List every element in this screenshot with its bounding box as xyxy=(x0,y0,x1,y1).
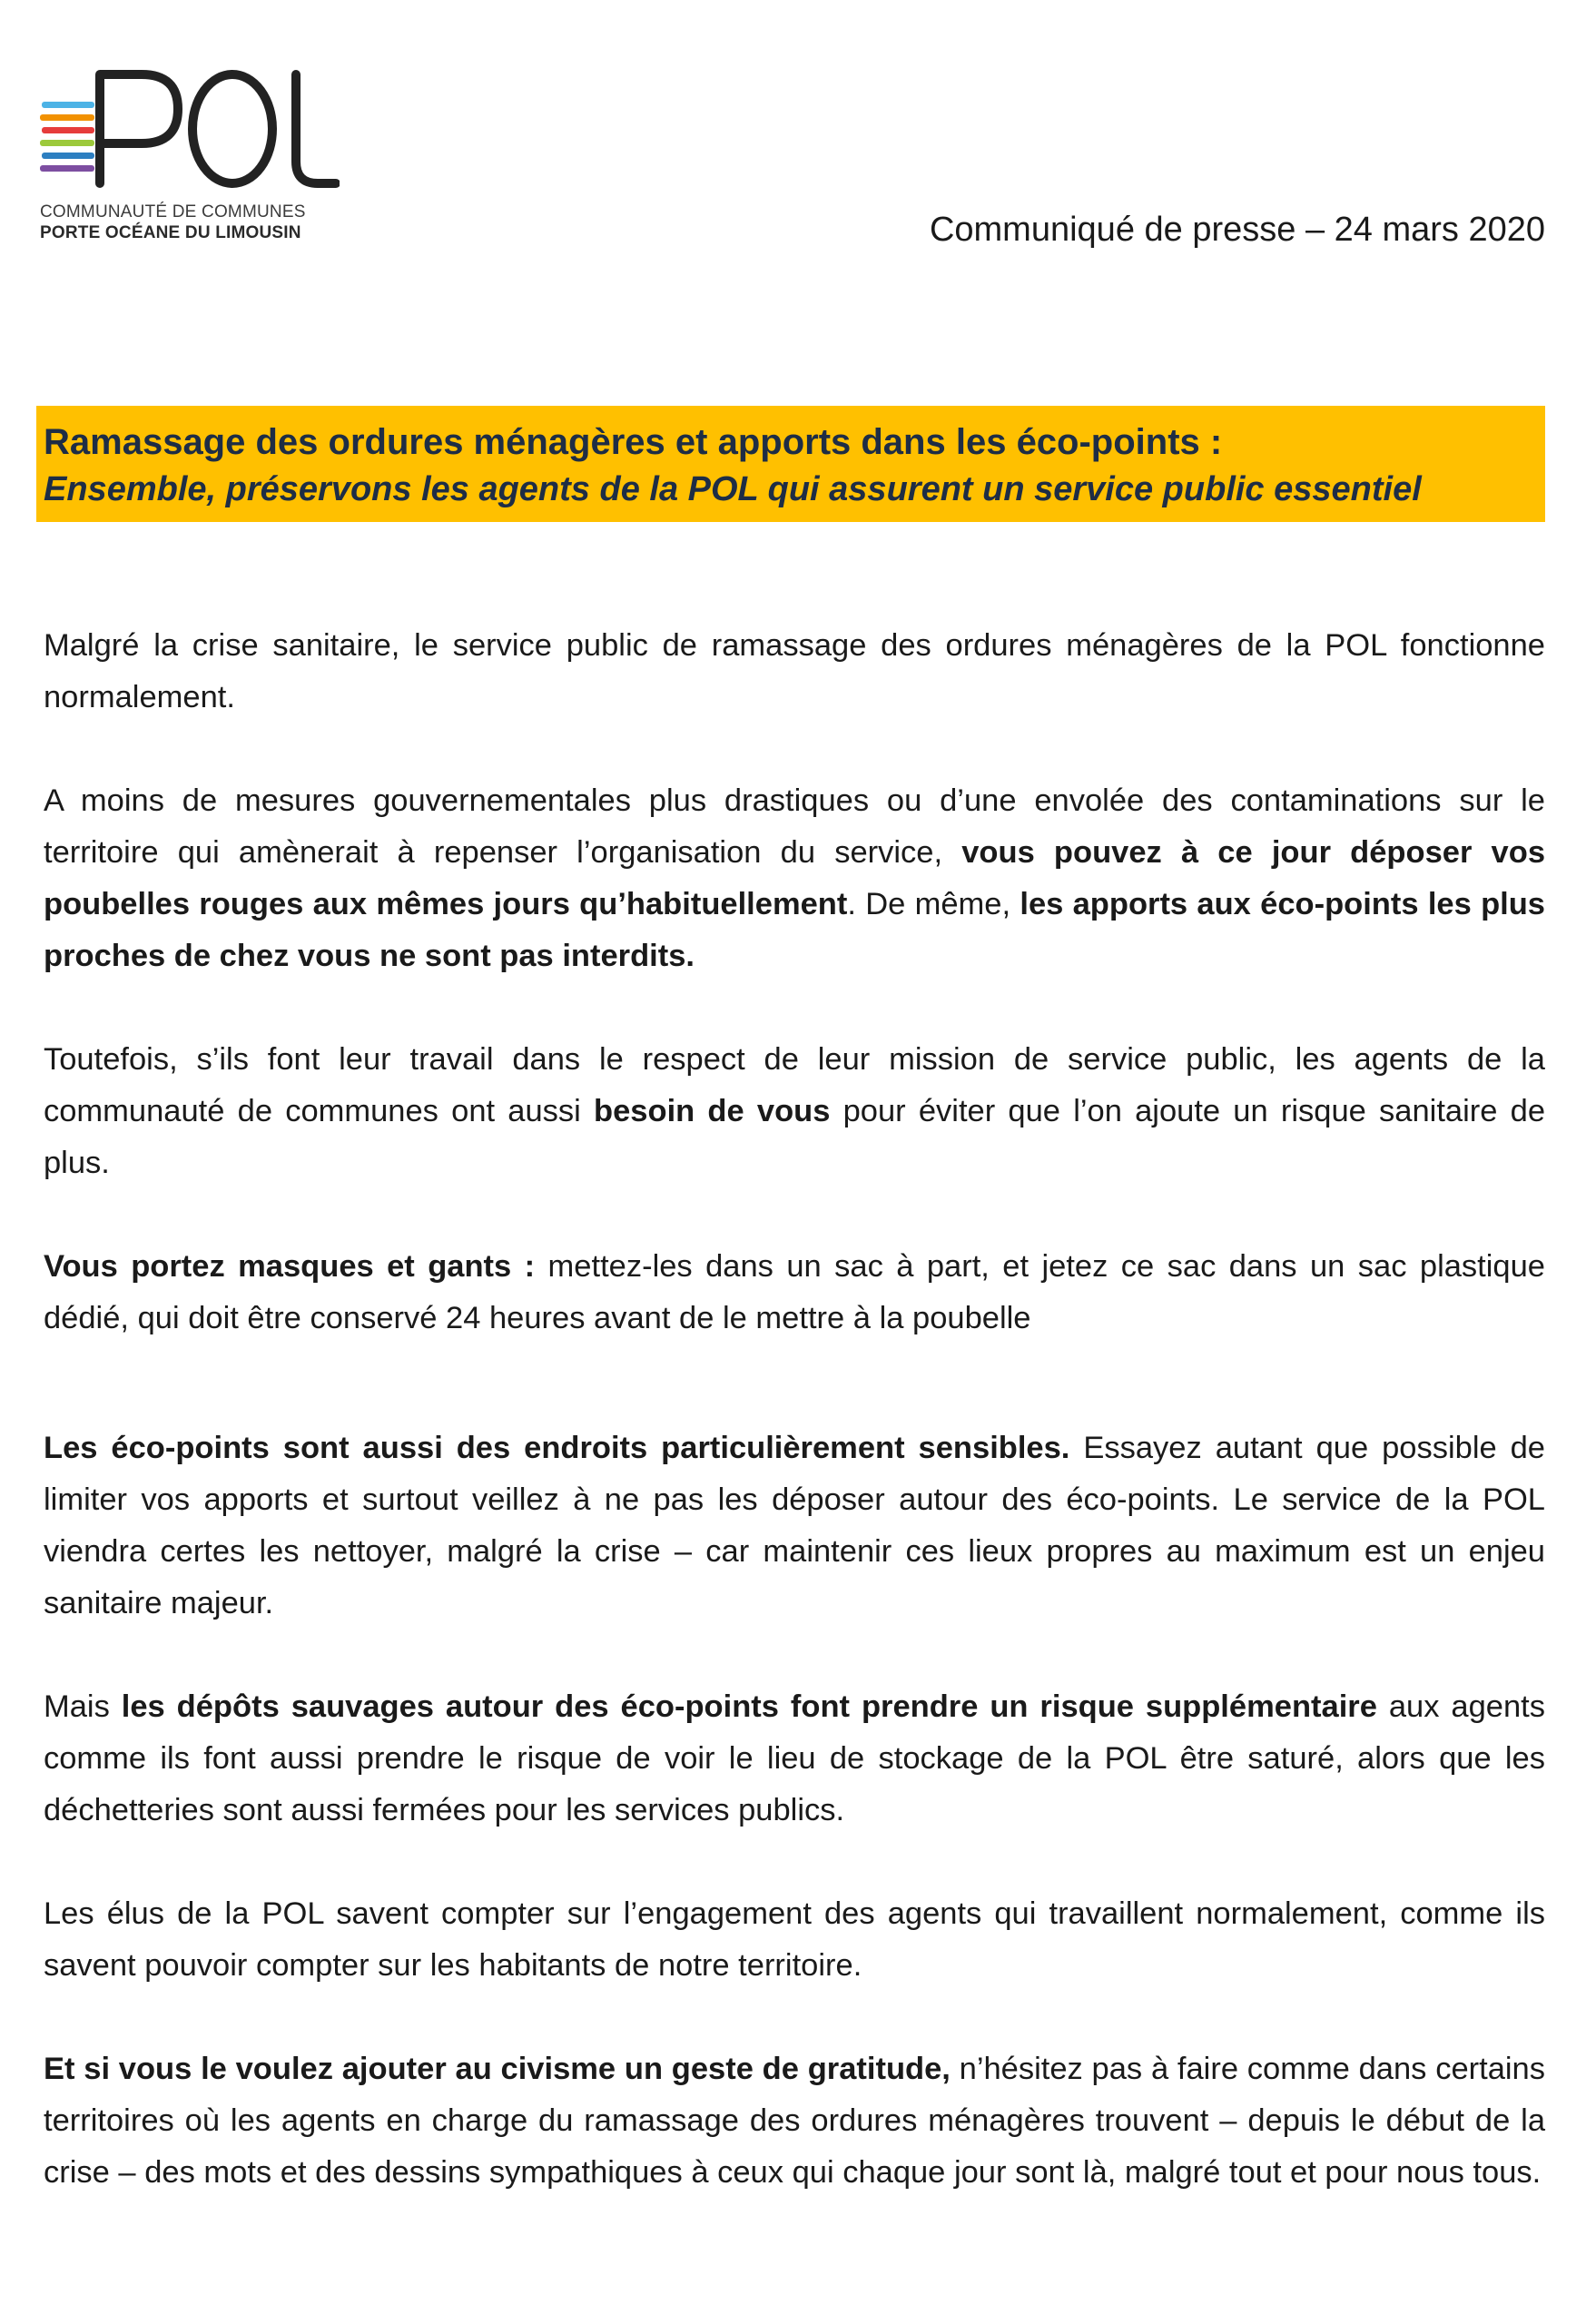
paragraph-8-text-b: n’hésitez pas à faire comme dans certains territoires où les agents en charge du ramassage des ordures ménagères trouvent – depuis le début de la crise – des mots et des dessins sympathiques à ceux qui chaque jour sont là, malgré tout et pour nous tous. xyxy=(44,2052,1545,2190)
paragraph-4-bold-a: Vous portez masques et gants : xyxy=(44,1249,536,1284)
headline-title: Ramassage des ordures ménagères et apports dans les éco-points : xyxy=(44,422,1223,462)
press-release-date: Communiqué de presse – 24 mars 2020 xyxy=(929,211,1545,249)
paragraph-8 xyxy=(44,2043,1545,2199)
paragraph-5 xyxy=(44,1423,1545,1630)
paragraph-2-text-a: A moins de mesures gouvernementales plus drastiques ou d’une envolée des contaminations sur le territoire qui amènerait à repenser l’organisation du service, xyxy=(44,783,1545,870)
paragraph-6 xyxy=(44,1681,1545,1837)
paragraph-3 xyxy=(44,1034,1545,1189)
paragraph-2-bold-d: les apports aux éco-points les plus proches de chez vous ne sont pas interdits. xyxy=(44,887,1545,973)
paragraph-3-bold-b: besoin de vous xyxy=(594,1094,831,1128)
logo-subtitle-line1: COMMUNAUTÉ DE COMMUNES xyxy=(40,202,306,222)
pol-logo xyxy=(40,64,340,245)
paragraph-5-text-b: Essayez autant que possible de limiter vos apports et surtout veillez à ne pas les déposer autour des éco-points. Le service de la POL viendra certes les nettoyer, malgré la crise – car maintenir ces lieux propres au maximum est un enjeu sanitaire majeur. xyxy=(44,1431,1545,1620)
paragraph-2-bold-b: vous pouvez à ce jour déposer vos poubelles rouges aux mêmes jours qu’habituellement xyxy=(44,835,1546,921)
paragraph-2 xyxy=(44,775,1545,982)
paragraph-7-text: Les élus de la POL savent compter sur l’engagement des agents qui travaillent normalement, comme ils savent pouvoir compter sur les habitants de notre territoire. xyxy=(44,1896,1545,1983)
paragraph-6-text-a: Mais xyxy=(44,1689,122,1724)
paragraph-2-text-c: . De même, xyxy=(847,887,1020,921)
pol-logo-mark xyxy=(40,64,340,191)
paragraph-8-bold-a: Et si vous le voulez ajouter au civisme un geste de gratitude, xyxy=(44,2052,951,2086)
paragraph-7 xyxy=(44,1888,1545,1992)
paragraph-3-text-c: pour éviter que l’on ajoute un risque sanitaire de plus. xyxy=(44,1094,1546,1180)
logo-subtitle-line2: PORTE OCÉANE DU LIMOUSIN xyxy=(40,223,301,242)
paragraph-6-bold-b: les dépôts sauvages autour des éco-points font prendre un risque supplémentaire xyxy=(121,1689,1377,1724)
paragraph-5-bold-a: Les éco-points sont aussi des endroits particulièrement sensibles. xyxy=(44,1431,1070,1465)
headline-box xyxy=(36,406,1545,522)
article-body xyxy=(44,620,1545,2250)
paragraph-3-text-a: Toutefois, s’ils font leur travail dans le respect de leur mission de service public, les agents de la communauté de communes ont aussi xyxy=(44,1042,1545,1128)
paragraph-6-text-c: aux agents comme ils font aussi prendre le risque de voir le lieu de stockage de la POL être saturé, alors que les déchetteries sont aussi fermées pour les services publics. xyxy=(44,1689,1545,1827)
paragraph-1-text: Malgré la crise sanitaire, le service public de ramassage des ordures ménagères de la POL fonctionne normalement. xyxy=(44,628,1545,714)
paragraph-1 xyxy=(44,620,1545,724)
paragraph-4 xyxy=(44,1241,1545,1344)
headline-subtitle: Ensemble, préservons les agents de la POL qui assurent un service public essentiel xyxy=(44,470,1422,508)
pol-logo-subtitle xyxy=(40,202,306,243)
paragraph-4-text-b: mettez-les dans un sac à part, et jetez ce sac dans un sac plastique dédié, qui doit être conservé 24 heures avant de le mettre à la poubelle xyxy=(44,1249,1545,1335)
